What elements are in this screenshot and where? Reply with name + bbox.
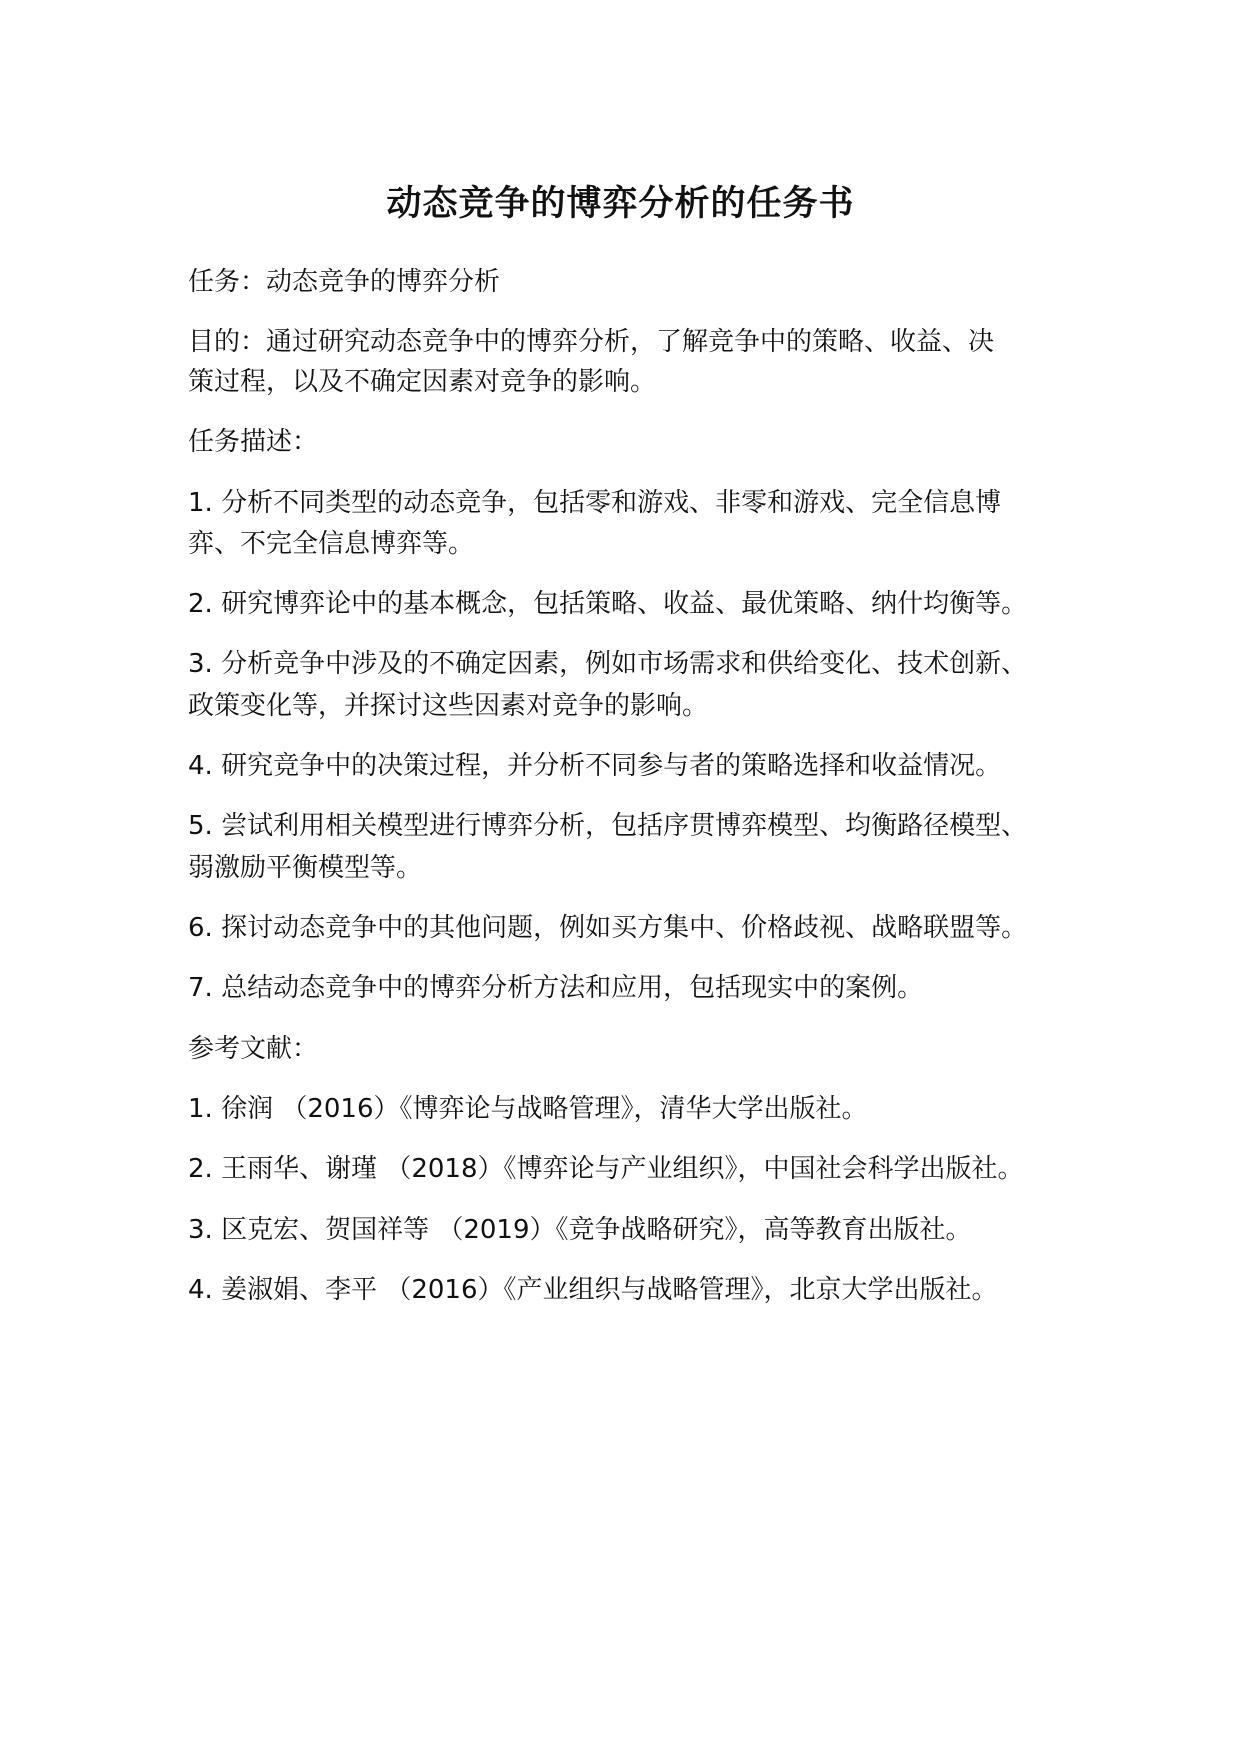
reference-item-4: 4. 姜淑娟、李平 （2016）《产业组织与战略管理》，北京大学出版社。 [188, 1275, 998, 1305]
purpose-line-1: 目的：通过研究动态竞争中的博弈分析，了解竞争中的策略、收益、决 [188, 327, 995, 357]
task-item-6: 6. 探讨动态竞争中的其他问题，例如买方集中、价格歧视、战略联盟等。 [188, 913, 1028, 943]
task-item-4: 4. 研究竞争中的决策过程，并分析不同参与者的策略选择和收益情况。 [188, 751, 1002, 781]
task-line: 任务：动态竞争的博弈分析 [188, 267, 501, 297]
task-item-3-line-1: 3. 分析竞争中涉及的不确定因素，例如市场需求和供给变化、技术创新、 [188, 649, 1028, 679]
task-item-2: 2. 研究博弈论中的基本概念，包括策略、收益、最优策略、纳什均衡等。 [188, 589, 1028, 619]
purpose-line-2: 策过程，以及不确定因素对竞争的影响。 [188, 367, 657, 397]
document-title: 动态竞争的博弈分析的任务书 [386, 184, 855, 224]
task-item-5-line-2: 弱激励平衡模型等。 [188, 853, 423, 883]
task-item-7: 7. 总结动态竞争中的博弈分析方法和应用，包括现实中的案例。 [188, 973, 924, 1003]
task-item-5-line-1: 5. 尝试利用相关模型进行博弈分析，包括序贯博弈模型、均衡路径模型、 [188, 811, 1028, 841]
task-item-3-line-2: 政策变化等，并探讨这些因素对竞争的影响。 [188, 691, 709, 721]
reference-item-1: 1. 徐润 （2016）《博弈论与战略管理》，清华大学出版社。 [188, 1094, 868, 1124]
reference-item-3: 3. 区克宏、贺国祥等 （2019）《竞争战略研究》，高等教育出版社。 [188, 1215, 972, 1245]
task-item-1-line-2: 弈、不完全信息博弈等。 [188, 529, 475, 559]
task-item-1-line-1: 1. 分析不同类型的动态竞争，包括零和游戏、非零和游戏、完全信息博 [188, 488, 1002, 518]
description-heading: 任务描述： [188, 427, 319, 457]
references-heading: 参考文献： [188, 1034, 319, 1064]
reference-item-2: 2. 王雨华、谢瑾 （2018）《博弈论与产业组织》，中国社会科学出版社。 [188, 1154, 1024, 1184]
